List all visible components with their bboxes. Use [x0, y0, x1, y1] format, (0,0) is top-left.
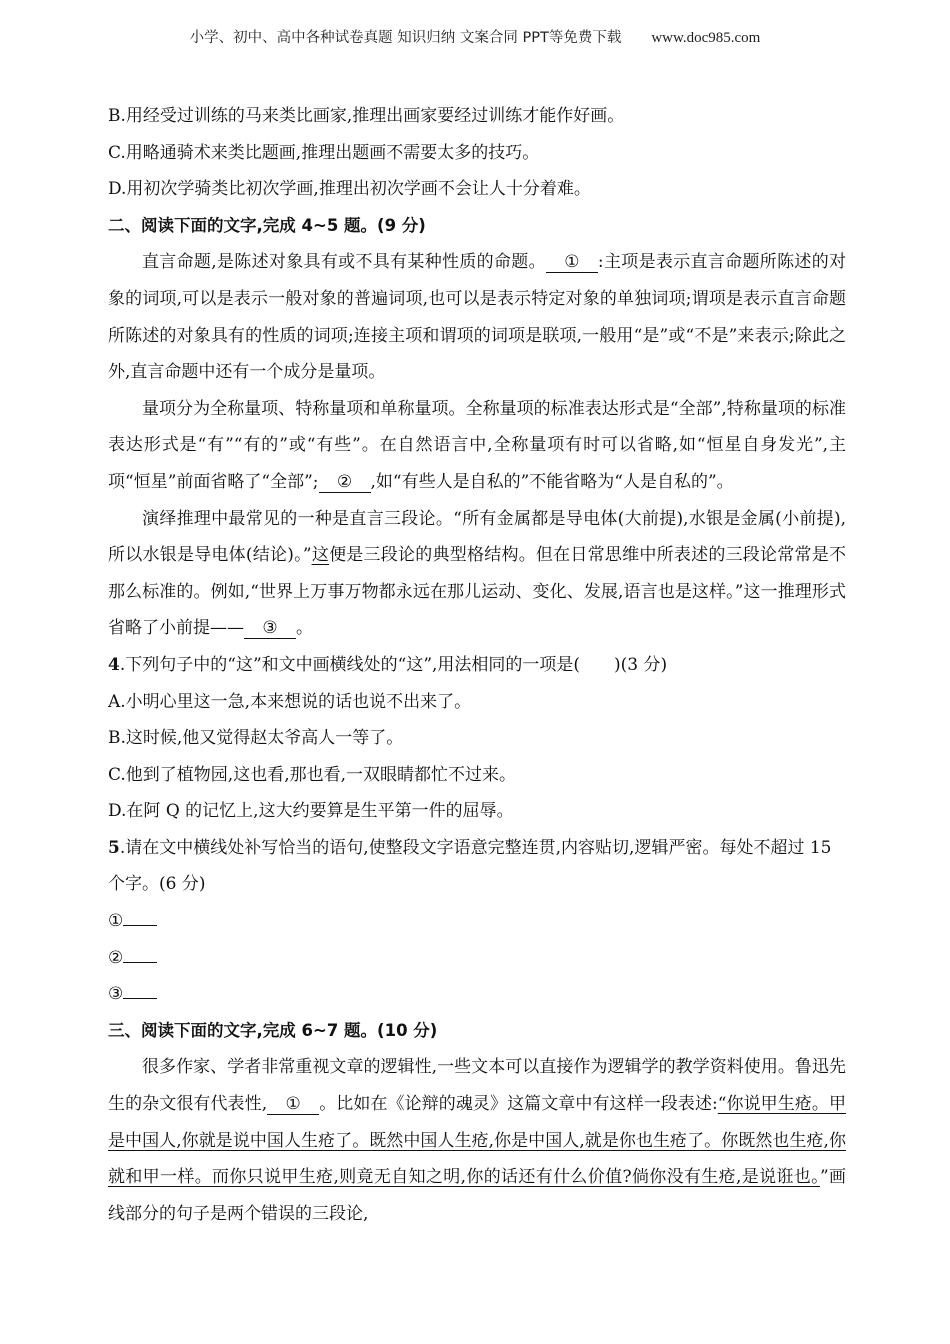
underlined-zhe: 这 — [311, 545, 330, 566]
section-3-paragraph-1: 很多作家、学者非常重视文章的逻辑性,一些文本可以直接作为逻辑学的教学资料使用。鲁迅先生的杂文很有代表性, ① 。比如在《论辩的魂灵》这篇文章中有这样一段表述:“你说甲生疮。甲是中国人,你就是说中国人生疮了。既然中国人生疮,你是中国人,就是你也生疮了。你既然也生疮,你就和甲一样。而你只说甲生疮,则竟无自知之明,你的话还有什么价值?倘你没有生疮,是说诳也。”画线部分的句子是两个错误的三段论, — [108, 1057, 846, 1224]
prev-option-c: C.用略通骑术来类比题画,推理出题画不需要太多的技巧。 — [108, 142, 540, 163]
section-3-title: 三、阅读下面的文字,完成 6~7 题。(10 分) — [108, 1020, 438, 1040]
prev-option-d: D.用初次学骑类比初次学画,推理出初次学画不会让人十分着难。 — [108, 179, 591, 200]
question-4-number: 4 — [108, 654, 120, 675]
answer-line-3: ③ — [108, 976, 846, 1013]
question-4-option-a: A.小明心里这一急,本来想说的话也说不出来了。 — [108, 691, 472, 712]
underlined-quote: “你说甲生疮。甲是中国人,你就是说中国人生疮了。既然中国人生疮,你是中国人,就是你也生疮了。你既然也生疮,你就和甲一样。而你只说甲生疮,则竟无自知之明,你的话还有什么价值?倘你没有生疮,是说诳也。 — [108, 1094, 846, 1188]
blank-1: ① — [546, 252, 598, 273]
question-5-number: 5 — [108, 837, 120, 858]
section-2-title: 二、阅读下面的文字,完成 4~5 题。(9 分) — [108, 215, 426, 235]
answer-blank-3[interactable] — [123, 984, 157, 999]
answer-line-2: ② — [108, 940, 846, 977]
question-5: 5.请在文中横线处补写恰当的语句,使整段文字语意完整连贯,内容贴切,逻辑严密。每处不超过 15 个字。(6 分) — [108, 837, 832, 895]
header-text: 小学、初中、高中各种试卷真题 知识归纳 文案合同 PPT等免费下载 — [189, 30, 622, 46]
answer-line-1: ① — [108, 903, 846, 940]
blank-3: ③ — [244, 618, 296, 639]
answer-blank-1[interactable] — [123, 911, 157, 926]
page-header — [0, 26, 950, 47]
header-site[interactable]: www.doc985.com — [651, 30, 761, 46]
question-4-option-b: B.这时候,他又觉得赵太爷高人一等了。 — [108, 728, 404, 749]
section-2-paragraph-3: 演绎推理中最常见的一种是直言三段论。“所有金属都是导电体(大前提),水银是金属(小前提),所以水银是导电体(结论)。”这便是三段论的典型格结构。但在日常思维中所表述的三段论常常是不那么标准的。例如,“世界上万事万物都永远在那儿运动、变化、发展,语言也是这样。”这一推理形式省略了小前提—— ③ 。 — [108, 508, 847, 639]
section-2-paragraph-1: 直言命题,是陈述对象具有或不具有某种性质的命题。 ① :主项是表示直言命题所陈述的对象的词项,可以是表示一般对象的普遍词项,也可以是表示特定对象的单独词项;谓项是表示直言命题所陈述的对象具有的性质的词项;连接主项和谓项的词项是联项,一般用“是”或“不是”来表示;除此之外,直言命题中还有一个成分是量项。 — [108, 252, 847, 383]
prev-option-b: B.用经受过训练的马来类比画家,推理出画家要经过训练才能作好画。 — [108, 106, 625, 126]
question-4: 4.下列句子中的“这”和文中画横线处的“这”,用法相同的一项是( )(3 分) — [108, 654, 668, 675]
question-4-option-c: C.他到了植物园,这也看,那也看,一双眼睛都忙不过来。 — [108, 764, 517, 785]
document-body — [108, 98, 846, 1232]
answer-blank-2[interactable] — [123, 948, 157, 963]
blank-2: ② — [319, 472, 371, 493]
section-2-paragraph-2: 量项分为全称量项、特称量项和单称量项。全称量项的标准表达形式是“全部”,特称量项的标准表达形式是“有”“有的”或“有些”。在自然语言中,全称量项有时可以省略,如“恒星自身发光”,主项“恒星”前面省略了“全部”; ② ,如“有些人是自私的”不能省略为“人是自私的”。 — [108, 398, 846, 492]
question-4-option-d: D.在阿 Q 的记忆上,这大约要算是生平第一件的屈辱。 — [108, 801, 514, 822]
blank-s3-1: ① — [267, 1094, 319, 1115]
